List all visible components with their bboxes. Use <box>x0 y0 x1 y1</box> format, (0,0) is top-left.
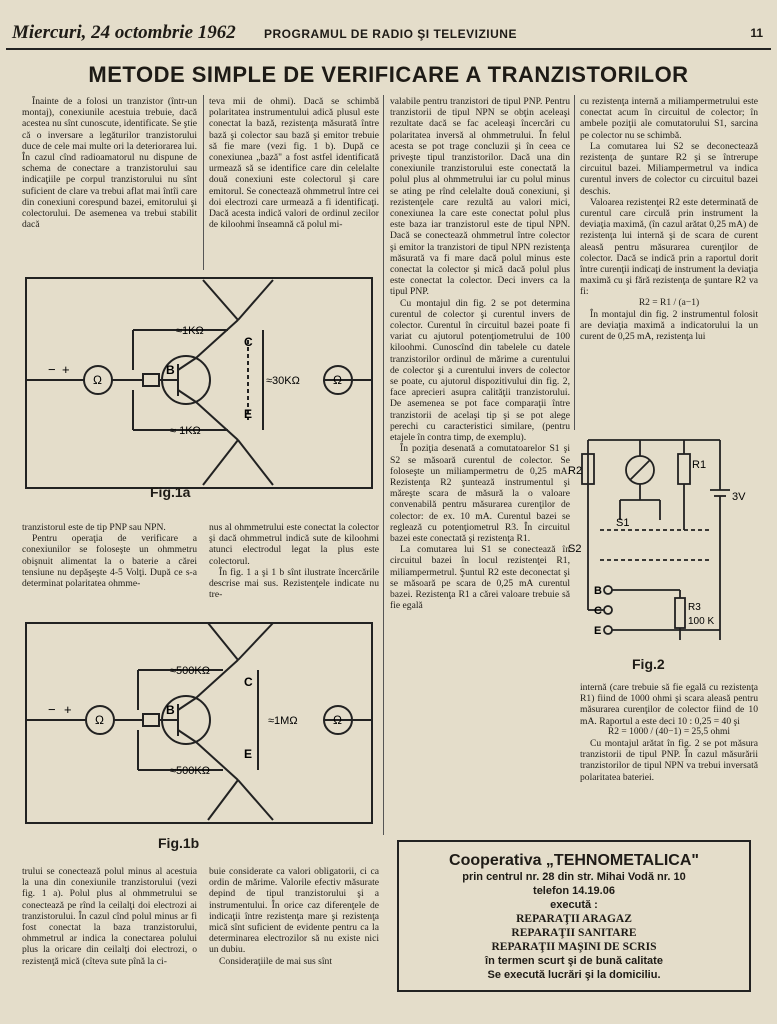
fig1a-label-b: B <box>166 363 175 377</box>
ad-domicile: Se execută lucrări şi la domiciliu. <box>487 969 661 981</box>
fig1b-label-e: E <box>244 747 253 761</box>
fig1a-r-mid: ≈30KΩ <box>266 375 300 387</box>
fig1b-frame <box>26 623 372 823</box>
paragraph: teva mii de ohmi). Dacă se schimbă polaritatea instrumentului adică plusul este conectat la bază, rezistenţa măsurată între bază şi colector sau bază şi emitor trebuie să fie mare (vezi fig. 1 b). După ce conexiunea „bază" a fost astfel identificată urmează să se identifice care din celelalte două conexiuni este colectorul şi care emitorul. Se conectează ohmmetrul între cei doi electrozi care urmează a fi identificaţi. Dacă acesta indică valori de ordinul zecilor de kiloohmi înseamnă că polul mi- <box>209 96 379 231</box>
paragraph: În montajul din fig. 2 instrumentul folosit are deviaţia maximă a indicatorului la un curent de 0,25 mA, rezistenţa lui <box>580 308 758 343</box>
fig1a-caption: Fig.1a <box>150 484 191 500</box>
column-1-mid <box>22 522 197 618</box>
fig2-b-label: B <box>594 585 602 597</box>
column-2-mid <box>209 522 379 618</box>
column-4-top <box>580 96 758 434</box>
fig2-e-label: E <box>594 625 602 637</box>
fig1b-minus: − <box>48 702 56 717</box>
paragraph: nus al ohmmetrului este conectat la colector şi dacă ohmmetrul indică sute de kiloohmi atunci electrodul legat la plus este colectorul. <box>209 522 379 567</box>
paragraph: Înainte de a folosi un tranzistor (într-un montaj), conexiunile acestuia trebuie, dacă acestea nu sînt cunoscute, identificate. Se ştie că o inversare a legăturilor tranzistorului duce de cele mai multe ori la deteriorarea lui. În cazul cînd radioamatorul nu dispune de schema de conectare a tranzistorului sau indicaţiile pe corpul tranzistorului nu sînt suficient de clare va trebui aflat mai întîi care din conexiuni corespund bazei, emitorului şi colectorului. De asemenea va trebui stabilit dacă <box>22 96 197 231</box>
fig1a-omega-right: Ω <box>333 373 342 387</box>
fig1b-caption: Fig.1b <box>158 835 200 851</box>
formula-r2-value: R2 = 1000 / (40−1) = 25,5 ohmi <box>607 726 731 737</box>
paragraph: Valoarea rezistenţei R2 este determinată de curentul care circulă prin instrument la deviaţia maximă, (în cazul arătat 0,25 mA) de rezistenţa lui internă şi de scara de curent aleasă pentru măsurarea curenţilor de colector. Dacă se indică prin a raportul dorit între curenţii indicaţi de instrument la deviaţia maximă cu şi fără rezistenţa de şuntare R2 va fi: <box>580 196 758 298</box>
fig1a-omega-left: Ω <box>93 373 102 387</box>
fig1a-label-e: E <box>244 407 253 421</box>
fig2-r2-label: R2 <box>568 465 583 477</box>
fig1b-r-mid: ≈1MΩ <box>268 715 298 727</box>
fig1a-label-c: C <box>244 335 253 349</box>
fig1a-frame <box>26 278 372 488</box>
ad-address: prin centrul nr. 28 din str. Mihai Vodă nr. 10 <box>462 871 686 883</box>
ad-title: Cooperativa „TEHNOMETALICA" <box>449 852 699 869</box>
column-4-bottom <box>580 682 758 832</box>
formula-r2: R2 = R1 / (a−1) <box>638 297 700 308</box>
column-3 <box>390 96 570 836</box>
fig2-r3-label: R3 <box>688 602 701 613</box>
ad-executes: execută : <box>550 899 598 911</box>
column-2-bottom <box>209 866 379 1016</box>
column-rule <box>203 95 204 270</box>
fig2-terminal-e <box>604 626 612 634</box>
page-number: 11 <box>750 26 763 40</box>
fig2-r1 <box>678 454 690 484</box>
fig2-r3-value: 100 K <box>688 616 715 627</box>
ad-phone: telefon 14.19.06 <box>533 885 615 897</box>
fig1b-r-bot: ≈500KΩ <box>170 765 210 777</box>
fig1b-label-c: C <box>244 675 253 689</box>
paragraph: Pentru operaţia de verificare a conexiunilor se foloseşte un ohmmetru obişnuit alimentat la o baterie a cărei tensiune nu depăşeşte 4-5 Volţi. După ce s-a determinat polaritatea ohmme- <box>22 533 197 590</box>
fig2-terminal-b <box>604 586 612 594</box>
fig1b-plug-b <box>143 714 159 726</box>
paragraph: Cu montajul arătat în fig. 2 se pot măsura tranzistorii de tipul PNP. În cazul măsurării tranzistorilor de tipul NPN va trebui inversată polaritatea bateriei. <box>580 738 758 783</box>
header-date: Miercuri, 24 octombrie 1962 <box>12 22 236 43</box>
fig1b-r-top: ≈500KΩ <box>170 665 210 677</box>
paragraph: Cu montajul din fig. 2 se pot determina curentul de colector şi curentul invers de colector. Curentul în circuitul bazei poate fi variat cu ajutorul potenţiometrului de 100 kiloohmi. Cunoscînd din tabelele cu datele tranzistorilor ordinul de mărime a curentului de colector şi a curentului invers de colector se poate, cu ajutorul dispozitivului din fig. 2, face aprecieri asupra calităţii tranzistorului. De asemenea se pot face comparaţii între tranzistorii de acelaşi tip şi se pot alege perechi cu caracteristici similare, (pentru etajele în contra timp, de exemplu). <box>390 297 570 444</box>
paragraph: În fig. 1 a şi 1 b sînt ilustrate încercările descrise mai sus. Rezistenţele indicate nu tre- <box>209 566 379 601</box>
article-title: METODE SIMPLE DE VERIFICARE A TRANZISTORILOR <box>88 62 689 87</box>
paragraph: buie considerate ca valori obligatorii, ci ca ordin de mărime. Valorile efectiv măsurate depind de tipul tranzistorului şi a instrumentului. În orice caz diferenţele de indicaţii între rezistenţa mare şi rezistenţa mică sînt suficient de evidente pentru ca la determinarea electrozilor să nu existe nici un dubiu. <box>209 866 379 956</box>
fig1b-omega-right: Ω <box>333 713 342 727</box>
fig1a-r-top: ≈1KΩ <box>176 325 204 337</box>
paragraph: În poziţia desenată a comutatoarelor S1 şi S2 se măsoară curentul de colector. Se foloseşte un miliampermetru de 0,25 mA. Rezistenţa R2 şuntează instrumentul şi măreşte scara de măsură la o valoare convenabilă pentru măsurarea curenţilor de colector: de ex. 10 mA. Curentul bazei se reglează cu potenţiometrul R3. În circuitul bazei este conectată şi rezistenţa R1. <box>390 443 570 544</box>
fig1b-plus: + <box>64 702 72 717</box>
column-1-bottom <box>22 866 197 1016</box>
column-2-top <box>209 96 379 271</box>
column-1-top <box>22 96 197 271</box>
paragraph: La comutarea lui S1 se conectează în circuitul bazei în locul rezistenţei R1, miliampermetrul. Şuntul R2 este deconectat şi se măsoară pe scara de 0,25 mA curentul bazei. Rezistenţa R1 a cărei valoare trebuie să fie egală <box>390 544 570 612</box>
paragraph: valabile pentru tranzistori de tipul PNP. Pentru tranzistorii de tipul NPN se obţin aceleaşi rezultate dacă se fac aceleaşi încercări cu polaritatea inversă al ohmmetrului. În felul acesta se pot trage concluzii şi în ceea ce priveşte tipul tranzistorilor. Dacă una din conexiunile tranzistorului este conectată la polul plus al ohmmetrului iar cu polul minus se ating pe rînd celelalte două conexiuni, şi rezistenţele care rezultă au valori mici, conexiunea la care este conectat polul plus este baza iar tranzistorul este de tipul NPN. Dacă se conectează ohmmetrul între colector şi emitor la tranzistori de tipul NPN rezistenţa măsurată va fi mare dacă polul minus este conectat la colector şi mică dacă polul plus este conectat la colector. Deci invers ca la tipul PNP. <box>390 96 570 298</box>
figure-1b <box>18 615 380 860</box>
header-publication: PROGRAMUL DE RADIO ŞI TELEVIZIUNE <box>264 27 517 41</box>
fig2-s1-label: S1 <box>616 517 630 529</box>
column-rule <box>383 95 384 835</box>
column-rule <box>574 95 575 430</box>
fig2-voltage: 3V <box>732 491 746 503</box>
fig2-r1-label: R1 <box>692 459 707 471</box>
page-header <box>6 22 771 50</box>
ad-service: REPARAŢII ARAGAZ <box>516 913 632 925</box>
fig1a-minus: − <box>48 362 56 377</box>
ad-service: REPARAŢII MAŞINI DE SCRIS <box>491 941 657 953</box>
paragraph: internă (care trebuie să fie egală cu rezistenţa R1) fiind de 1000 ohmi şi scara aleasă pentru măsurarea curenţilor de colector fiind de 10 mA. Raportul a este deci 10 : 0,25 = 40 şi <box>580 682 758 727</box>
figure-1a-drawing <box>18 270 380 510</box>
ad-service: REPARAŢII SANITARE <box>511 927 637 939</box>
paragraph: Consideraţiile de mai sus sînt <box>219 955 332 967</box>
fig2-r3 <box>675 598 685 628</box>
figure-1a <box>18 270 380 510</box>
paragraph: cu rezistenţa internă a miliampermetrului este conectat acum în circuitul de colector; în ambele poziţii ale comutatorului S1, sarcina pe colector nu se schimbă. <box>580 96 758 141</box>
paragraph: La comutarea lui S2 se deconectează rezistenţa de şuntare R2 şi se întrerupe circuitul bazei. Miliampermetrul va indica curentul invers de colector cu circuitul bazei deschis. <box>580 140 758 197</box>
fig1a-r-bot: ≈ 1KΩ <box>170 425 201 437</box>
ad-quality: în termen scurt şi de bună calitate <box>485 955 663 967</box>
fig1b-omega-left: Ω <box>95 713 104 727</box>
fig1a-plus: + <box>62 362 70 377</box>
figure-2 <box>560 430 770 680</box>
advertisement-box <box>397 840 751 992</box>
paragraph: tranzistorul este de tip PNP sau NPN. <box>22 522 166 533</box>
fig1b-label-b: B <box>166 703 175 717</box>
figure-1b-drawing <box>18 615 380 860</box>
fig1a-plug-b <box>143 374 159 386</box>
fig2-s2-label: S2 <box>568 543 582 555</box>
figure-2-drawing <box>560 430 770 680</box>
fig2-caption: Fig.2 <box>632 656 665 672</box>
paragraph: trului se conectează polul minus al acestuia la una din conexiunile tranzistorului (vezi fig. 1 a). Polul plus al ohmmetrului se conectează pe rînd la ceilalţi doi electrozi ai tranzistorului. În cazul cînd polul minus ar fi fost conectat la baza tranzistorului, ohmmetrul ar indica la conectarea polului plus la oricare din ceilalţi doi electrozi, o rezistenţă mică (cîteva sute pînă la ci- <box>22 866 197 967</box>
fig2-c-label: C <box>594 605 602 617</box>
fig2-terminal-c <box>604 606 612 614</box>
